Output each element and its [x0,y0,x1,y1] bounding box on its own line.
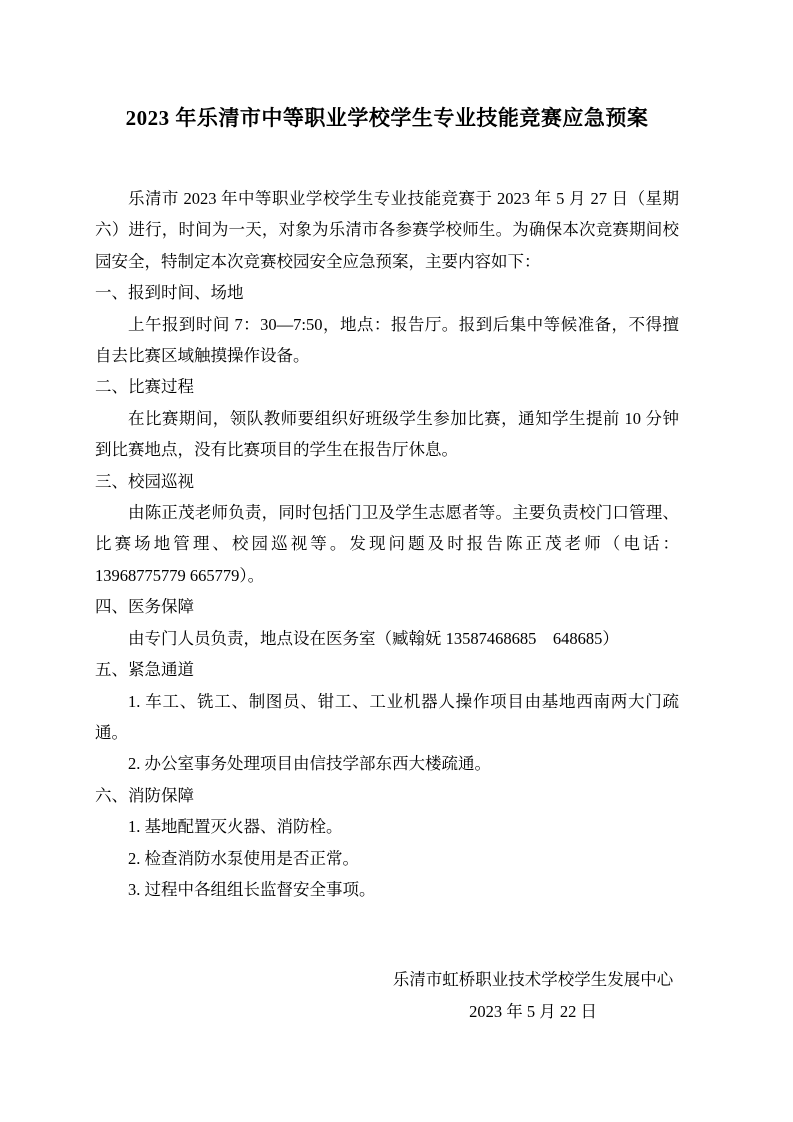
section-5-heading: 五、紧急通道 [95,660,194,680]
section-3-paragraph: 由陈正茂老师负责，同时包括门卫及学生志愿者等。主要负责校门口管理、比赛场地管理、校园巡视等。发现问题及时报告陈正茂老师（电话：13968775779 665779）。 [95,503,679,585]
document-body [95,183,679,905]
intro-paragraph: 乐清市 2023 年中等职业学校学生专业技能竞赛于 2023 年 5 月 27 日（星期六）进行，时间为一天，对象为乐清市各参赛学校师生。为确保本次竞赛期间校园安全，特制定本次竞赛校园安全应急预案，主要内容如下： [95,189,679,271]
signature-date: 2023 年 5 月 22 日 [469,1001,597,1021]
section-5-item-2: 2. 办公室事务处理项目由信技学部东西大楼疏通。 [128,754,491,774]
section-1-paragraph: 上午报到时间 7：30—7:50，地点：报告厅。报到后集中等候准备，不得擅自去比赛区域触摸操作设备。 [95,314,679,366]
section-4-heading: 四、医务保障 [95,597,194,617]
section-2-heading: 二、比赛过程 [95,377,194,397]
section-1-heading: 一、报到时间、场地 [95,283,244,303]
document-title: 2023 年乐清市中等职业学校学生专业技能竞赛应急预案 [125,106,649,130]
section-6-item-1: 1. 基地配置灭火器、消防栓。 [128,817,343,837]
section-6-item-3: 3. 过程中各组组长监督安全事项。 [128,879,376,899]
section-3-heading: 三、校园巡视 [95,471,194,491]
section-5-item-1: 1. 车工、铣工、制图员、钳工、工业机器人操作项目由基地西南两大门疏通。 [95,691,679,742]
signature-block [387,964,679,1027]
section-2-paragraph: 在比赛期间，领队教师要组织好班级学生参加比赛，通知学生提前 10 分钟到比赛地点，没有比赛项目的学生在报告厅休息。 [95,408,679,460]
section-4-paragraph: 由专门人员负责，地点设在医务室（臧翰妩 13587468685 648685） [128,628,619,648]
section-6-heading: 六、消防保障 [95,785,194,805]
section-6-item-2: 2. 检查消防水泵使用是否正常。 [128,848,359,868]
document-content [0,101,793,1027]
signature-organization: 乐清市虹桥职业技术学校学生发展中心 [392,970,674,990]
